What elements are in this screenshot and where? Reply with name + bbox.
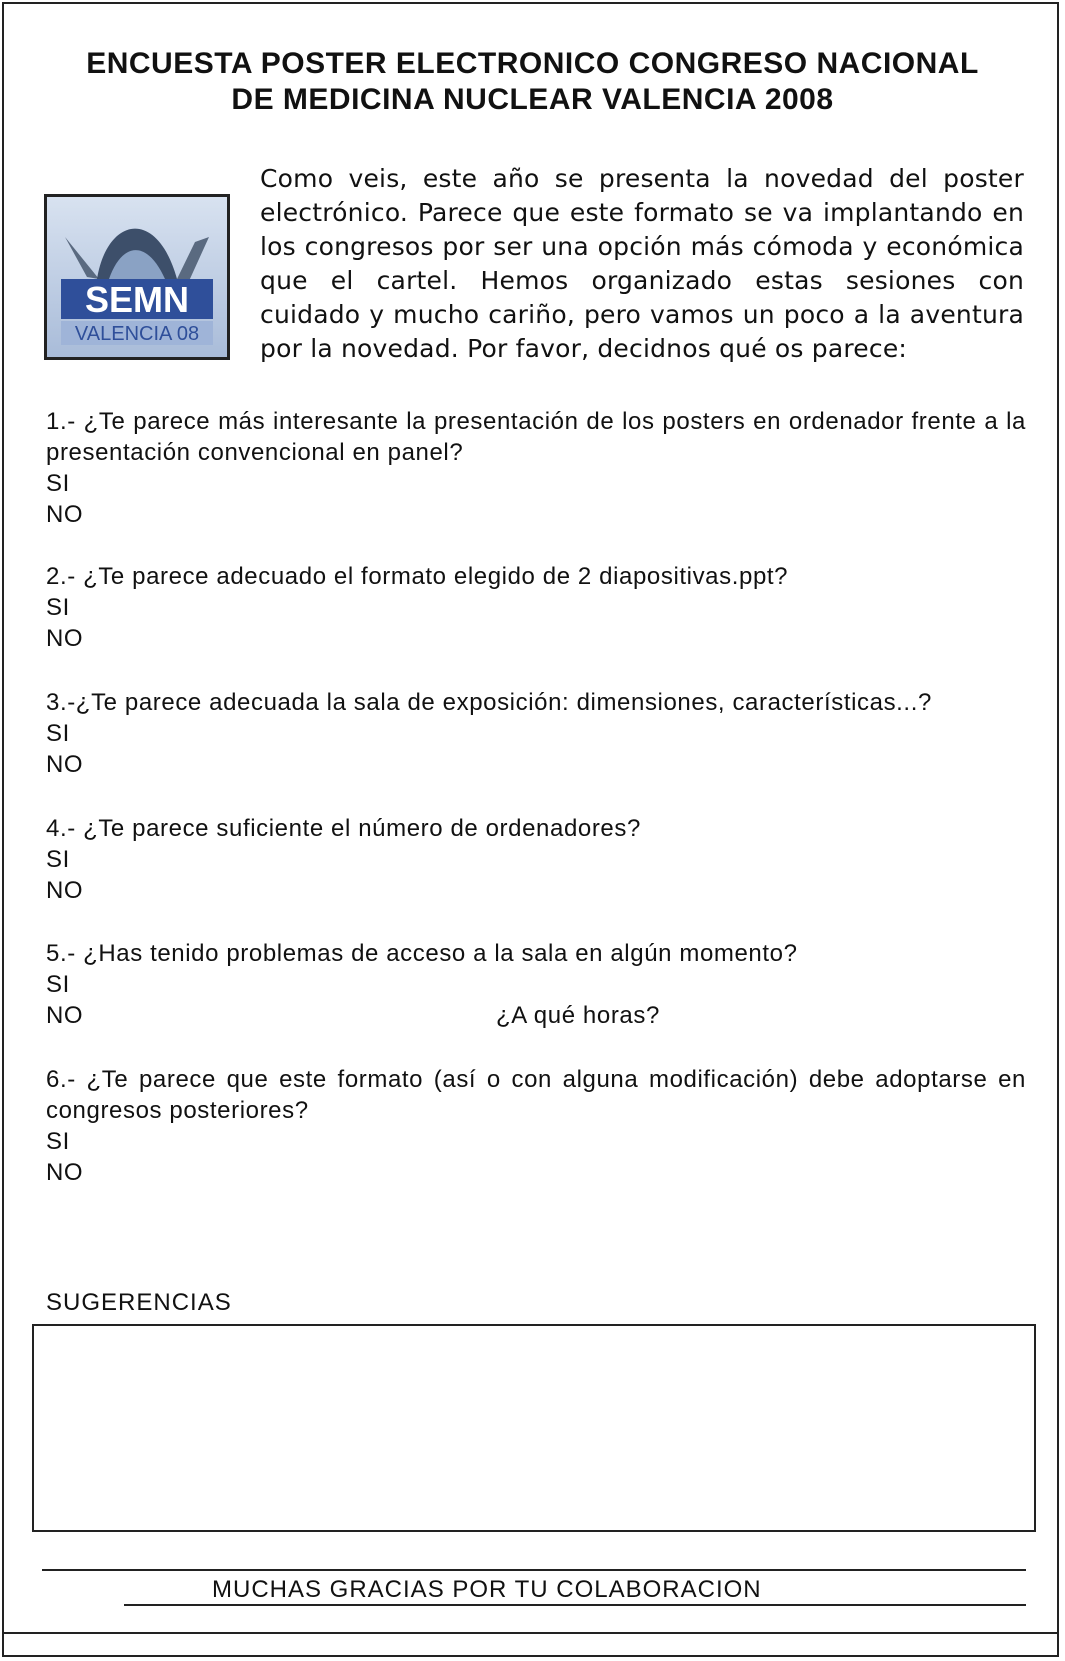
- option-si[interactable]: SI: [46, 720, 70, 747]
- option-no[interactable]: NO: [46, 1159, 84, 1186]
- suggestions-box[interactable]: [32, 1324, 1036, 1532]
- question-text: 4.- ¿Te parece suficiente el número de ordenadores?: [46, 815, 641, 842]
- bottom-rule: [4, 1632, 1057, 1634]
- question-text: 2.- ¿Te parece adecuado el formato elegido de 2 diapositivas.ppt?: [46, 563, 789, 590]
- question-text: 5.- ¿Has tenido problemas de acceso a la sala en algún momento?: [46, 940, 798, 967]
- option-no[interactable]: NO: [46, 625, 84, 652]
- question-2: [46, 561, 1026, 654]
- valencia-logo-icon: [47, 197, 227, 357]
- question-5: [46, 938, 1026, 1031]
- footer-divider-top: [42, 1569, 1026, 1571]
- question-6: [46, 1064, 1026, 1188]
- survey-frame: [2, 2, 1059, 1657]
- logo-text-main: SEMN: [84, 279, 190, 320]
- logo-text-sub: VALENCIA 08: [74, 323, 200, 345]
- title-line-2: DE MEDICINA NUCLEAR VALENCIA 2008: [231, 83, 834, 116]
- question-4: [46, 813, 1026, 906]
- title-line-1: ENCUESTA POSTER ELECTRONICO CONGRESO NACIONAL: [86, 47, 979, 80]
- footer-divider-bottom: [124, 1604, 1026, 1606]
- intro-paragraph: Como veis, este año se presenta la novedad del poster electrónico. Parece que este formato se va implantando en los congresos por ser una opción más cómoda y económica que el cartel. Hemos organizado estas sesiones con cuidado y mucho cariño, pero vamos un poco a la aventura por la novedad. Por favor, decidnos qué os parece:: [260, 164, 1024, 363]
- option-no[interactable]: NO: [46, 501, 84, 528]
- question-text: 1.- ¿Te parece más interesante la presentación de los posters en ordenador frente a la presentación convencional en panel?: [46, 408, 1026, 466]
- option-si[interactable]: SI: [46, 846, 70, 873]
- semn-logo: [44, 194, 230, 360]
- option-no[interactable]: NO: [46, 1002, 84, 1029]
- question-text: 3.-¿Te parece adecuada la sala de exposición: dimensiones, características...?: [46, 689, 932, 716]
- option-si[interactable]: SI: [46, 594, 70, 621]
- option-no[interactable]: NO: [46, 877, 84, 904]
- suggestions-label: SUGERENCIAS: [46, 1289, 232, 1316]
- option-si[interactable]: SI: [46, 470, 70, 497]
- option-si[interactable]: SI: [46, 971, 70, 998]
- question-3: [46, 687, 1026, 780]
- follow-up-question: ¿A qué horas?: [496, 1002, 660, 1029]
- question-1: [46, 406, 1026, 530]
- page-title: [4, 46, 1061, 118]
- option-si[interactable]: SI: [46, 1128, 70, 1155]
- question-text: 6.- ¿Te parece que este formato (así o con alguna modificación) debe adoptarse en congresos posteriores?: [46, 1066, 1026, 1124]
- thanks-message: MUCHAS GRACIAS POR TU COLABORACION: [212, 1576, 762, 1603]
- option-no[interactable]: NO: [46, 751, 84, 778]
